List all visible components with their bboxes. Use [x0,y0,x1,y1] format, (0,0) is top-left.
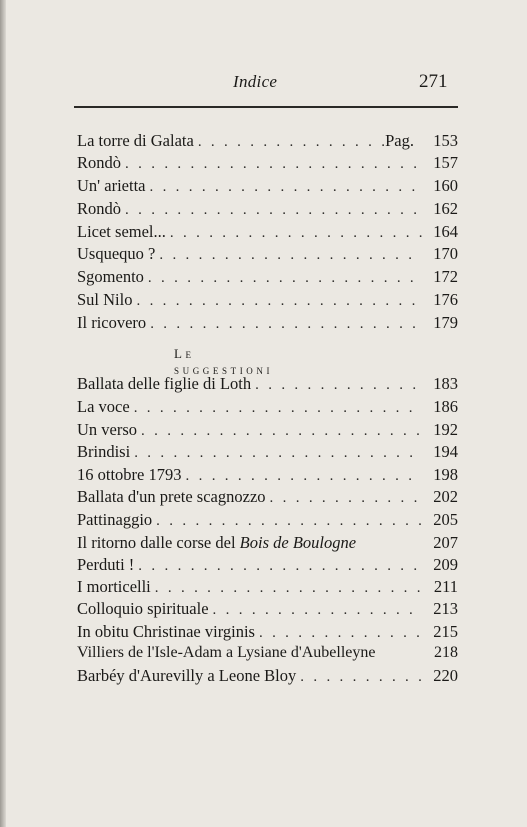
toc-entry-page: 198 [433,465,458,484]
dot-leader [145,179,422,196]
toc-entry-page: 186 [433,397,458,416]
dot-leader [130,445,422,462]
toc-entry [77,577,458,599]
toc-entry-title: Perduti ! [77,555,135,574]
toc-entry-title: I morticelli [77,577,151,596]
dot-leader [251,377,422,394]
toc-entry-title: Un verso [77,420,138,439]
toc-entry-page: 170 [433,244,458,263]
toc-entry [77,244,458,266]
toc-entry-title: Usquequo ? [77,244,156,263]
dot-leader [144,270,422,287]
toc-entry-title: Rondò [77,199,122,218]
toc-entry-page: 205 [433,510,458,529]
dot-leader [121,156,422,173]
toc-entry-page: 194 [433,442,458,461]
dot-leader [166,225,422,242]
toc-entry-page: 162 [433,199,458,218]
toc-entry [77,465,458,487]
toc-entry-title: La torre di Galata [77,131,194,150]
toc-entry-title: Colloquio spirituale [77,599,209,618]
toc-entry [77,555,458,577]
dot-leader [194,134,385,151]
toc-entry [77,374,458,396]
toc-entry-page: 179 [433,313,458,332]
dot-leader [182,468,423,485]
dot-leader [255,625,422,642]
toc-entry-title: Sul Nilo [77,290,133,309]
toc-entry [77,487,458,509]
toc-entry-page: 211 [433,577,458,596]
toc-entry-page: 209 [433,555,458,574]
dot-leader [137,423,422,440]
toc-entry-page: 157 [433,153,458,172]
toc-entry-title: Barbéy d'Aurevilly a Leone Bloy [77,666,297,685]
toc-entry-page: 160 [433,176,458,195]
toc-entry [77,533,458,555]
toc-entry [77,290,458,312]
dot-leader [209,602,422,619]
dot-leader [121,202,422,219]
toc-entry-title-prefix: Il ritorno dalle corse del [77,533,240,552]
toc-entry-title: Sgomento [77,267,144,286]
toc-entry-page: 172 [433,267,458,286]
dot-leader [266,490,422,507]
toc-entry-page: 192 [433,420,458,439]
dot-leader [155,247,422,264]
toc-entry [77,442,458,464]
dot-leader [132,293,422,310]
section-heading: Le suggestioni [174,346,274,377]
toc-entry-title: Licet semel... [77,222,166,241]
dot-leader [296,669,422,686]
toc-entry [77,153,458,175]
toc-entry-page: 207 [433,533,458,552]
toc-entry [77,397,458,419]
toc-entry [77,267,458,289]
toc-entry [77,622,458,644]
toc-entry-page: 213 [433,599,458,618]
running-header-title: Indice [233,72,278,91]
toc-entry [77,666,458,688]
toc-entry-title: 16 ottobre 1793 [77,465,182,484]
page-binding-edge [0,0,6,827]
toc-entry-title: Ballata d'un prete scagnozzo [77,487,266,506]
toc-entry [77,131,458,153]
dot-leader [130,400,422,417]
dot-leader [146,316,422,333]
toc-entry-title: La voce [77,397,130,416]
toc-entry [77,222,458,244]
header-rule [74,106,458,108]
toc-entry-page: 183 [433,374,458,393]
toc-entry-title: Un' arietta [77,176,146,195]
toc-entry-title: Brindisi [77,442,131,461]
toc-entry-page: 153 [433,131,458,150]
toc-entry [77,176,458,198]
toc-entry-title: Il ricovero [77,313,147,332]
toc-entry-title: Rondò [77,153,122,172]
toc-entry-title: Pattinaggio [77,510,153,529]
dot-leader [151,580,422,597]
toc-entry-page: 220 [433,666,458,685]
toc-entry [77,199,458,221]
toc-entry-title: Villiers de l'Isle-Adam a Lysiane d'Aubelleyne [77,644,376,661]
toc-entry-title: Ballata delle figlie di Loth [77,374,252,393]
toc-entry-page: 215 [433,622,458,641]
toc-entry-title [77,533,356,553]
toc-entry-title-italic: Bois de Boulogne [239,533,357,552]
toc-entry-page: 164 [433,222,458,241]
dot-leader [134,558,422,575]
toc-entry [77,313,458,335]
toc-entry [77,510,458,532]
toc-entry-title: In obitu Christinae virginis [77,622,255,641]
running-header-page-number: 271 [419,71,448,92]
dot-leader [152,513,422,530]
toc-entry-page: 218 [434,644,458,661]
toc-entry [77,420,458,442]
toc-entry-page: 176 [433,290,458,309]
toc-entry-page: 202 [433,487,458,506]
toc-entry [77,599,458,621]
toc-pag-label: Pag. [385,131,414,150]
toc-entry [77,644,458,666]
